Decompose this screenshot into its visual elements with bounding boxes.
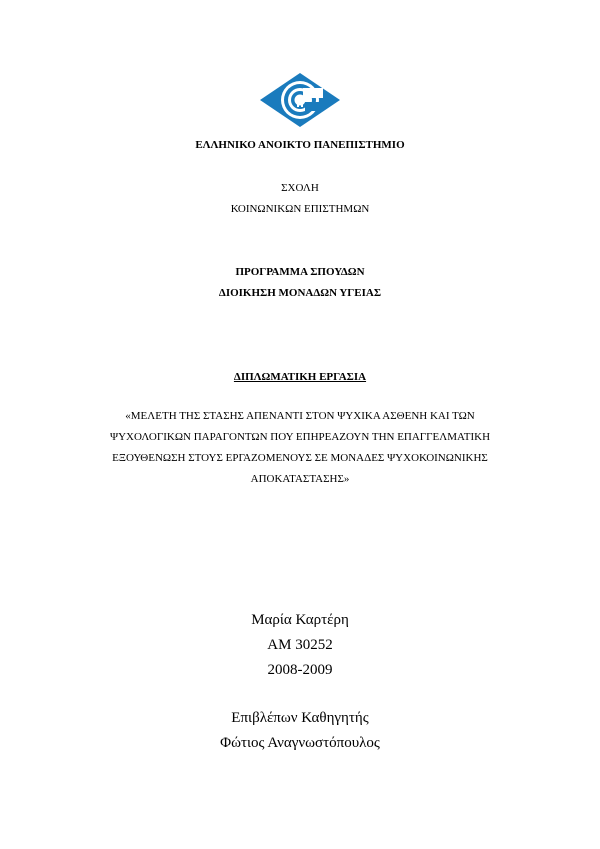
student-id: ΑΜ 30252 — [267, 637, 333, 653]
eap-logo-icon — [259, 72, 341, 128]
thesis-title-line: ΑΠΟΚΑΤΑΣΤΑΣΗΣ» — [250, 473, 350, 485]
school-name: ΚΟΙΝΩΝΙΚΩΝ ΕΠΙΣΤΗΜΩΝ — [230, 203, 370, 215]
program-name: ΔΙΟΙΚΗΣΗ ΜΟΝΑΔΩΝ ΥΓΕΙΑΣ — [218, 287, 382, 299]
thesis-title-line: «ΜΕΛΕΤΗ ΤΗΣ ΣΤΑΣΗΣ ΑΠΕΝΑΝΤΙ ΣΤΟΝ ΨΥΧΙΚΑ ΑΣΘΕΝΗ ΚΑΙ ΤΩΝ — [125, 410, 475, 422]
thesis-label: ΔΙΠΛΩΜΑΤΙΚΗ ΕΡΓΑΣΙΑ — [233, 371, 367, 383]
thesis-title — [80, 406, 520, 490]
university-name: ΕΛΛΗΝΙΚΟ ΑΝΟΙΚΤΟ ΠΑΝΕΠΙΣΤΗΜΙΟ — [195, 139, 405, 151]
supervisor-name: Φώτιος Αναγνωστόπουλος — [220, 735, 380, 751]
thesis-title-line: ΕΞΟΥΘΕΝΩΣΗ ΣΤΟΥΣ ΕΡΓΑΖΟΜΕΝΟΥΣ ΣΕ ΜΟΝΑΔΕΣ ΨΥΧΟΚΟΙΝΩΝΙΚΗΣ — [112, 452, 488, 464]
academic-year: 2008-2009 — [267, 662, 333, 678]
program-label: ΠΡΟΓΡΑΜΜΑ ΣΠΟΥΔΩΝ — [235, 266, 365, 278]
supervisor-label: Επιβλέπων Καθηγητής — [231, 710, 369, 726]
thesis-title-line: ΨΥΧΟΛΟΓΙΚΩΝ ΠΑΡΑΓΟΝΤΩΝ ΠΟΥ ΕΠΗΡΕΑΖΟΥΝ ΤΗΝ ΕΠΑΓΓΕΛΜΑΤΙΚΗ — [109, 431, 491, 443]
author-name: Μαρία Καρτέρη — [251, 612, 349, 628]
school-label: ΣΧΟΛΗ — [281, 182, 319, 194]
